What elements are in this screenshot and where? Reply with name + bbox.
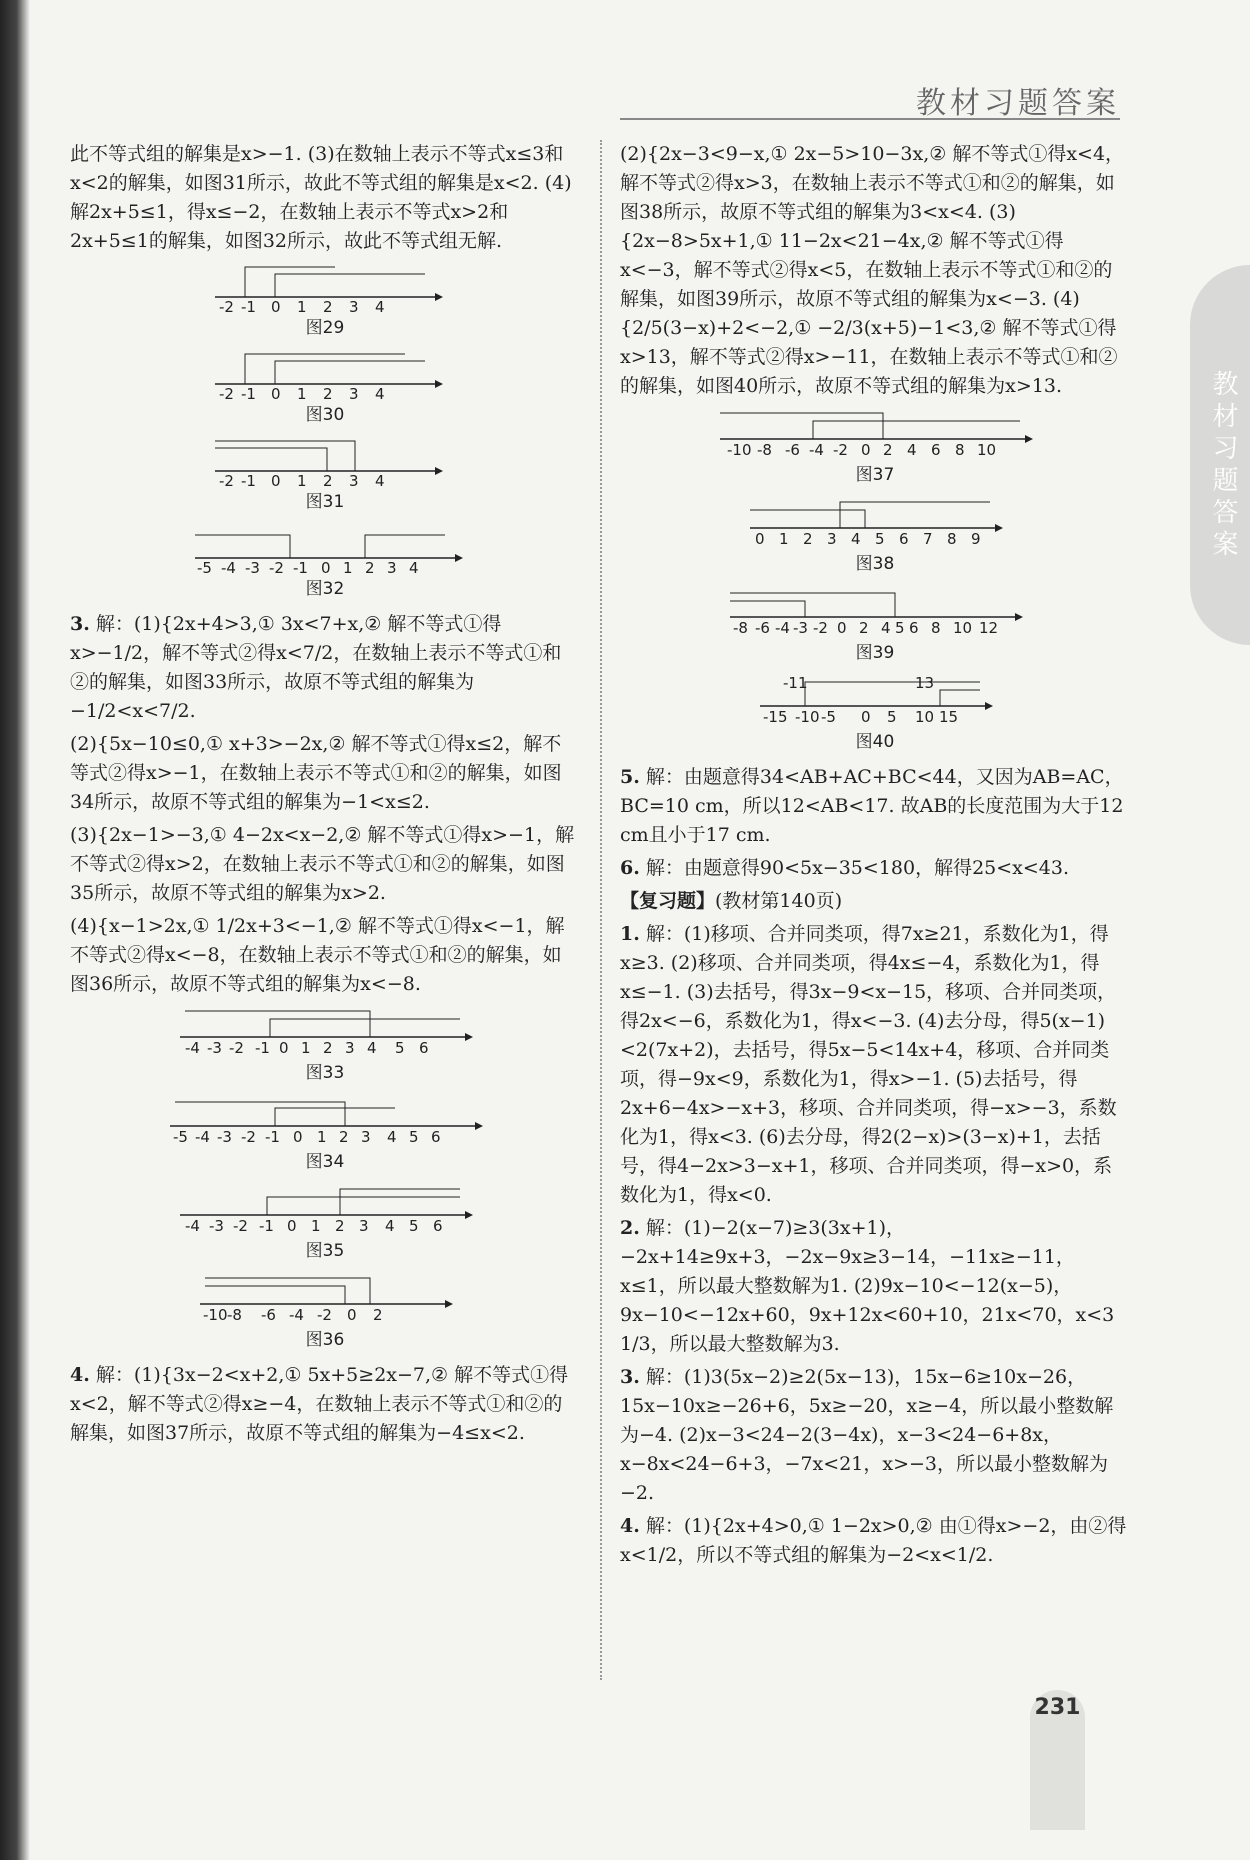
question-number: 1. [620, 923, 640, 945]
svg-text:-3: -3 [217, 1128, 232, 1146]
svg-text:-1: -1 [241, 298, 256, 312]
svg-text:-4: -4 [195, 1128, 210, 1146]
svg-text:-4: -4 [185, 1039, 200, 1057]
svg-text:0: 0 [755, 530, 765, 548]
svg-text:-6: -6 [755, 619, 770, 637]
svg-text:1: 1 [317, 1128, 327, 1146]
svg-text:-4: -4 [185, 1217, 200, 1235]
svg-text:0: 0 [293, 1128, 303, 1146]
number-line-figure [205, 436, 445, 486]
answer-text: 解：(1){2x+4>0,① 1−2x>0,② 由①得x>−2，由②得x<1/2，所以不等式组的解集为−2<x<1/2. [620, 1515, 1127, 1566]
svg-text:-4: -4 [809, 441, 824, 459]
svg-text:-2: -2 [219, 385, 234, 399]
number-line-figure [175, 1183, 475, 1235]
svg-text:-1: -1 [293, 559, 308, 573]
question-6 [620, 854, 1130, 883]
svg-text:10: 10 [915, 708, 935, 726]
svg-text:-2: -2 [219, 472, 234, 486]
question-3a [70, 610, 580, 726]
paragraph: (2){2x−3<9−x,① 2x−5>10−3x,② 解不等式①得x<4，解不等式②得x>3，在数轴上表示不等式①和②的解集，如图38所示，故原不等式组的解集为3<x<4. (3){2x−8>5x+1,① 11−2x<21−4x,② 解不等式①得x<−3，解不等式②得x<5，在数轴上表示不等式①和②的解集，如图39所示，故原不等式组的解集为x<−3. (4){2/5(3−x)+2<−2,① −2/3(x+5)−1<3,② 解不等式①得x>13，解不等式②得x>−11，在数轴上表示不等式①和②的解集，如图40所示，故原不等式组的解集为x>13. [620, 143, 1125, 397]
svg-text:2: 2 [373, 1306, 383, 1324]
review-reference: (教材第140页) [715, 890, 843, 912]
svg-text:6: 6 [431, 1128, 441, 1146]
svg-text:0: 0 [287, 1217, 297, 1235]
number-line-figure [165, 1094, 485, 1146]
review-3 [620, 1363, 1130, 1508]
svg-text:0: 0 [837, 619, 847, 637]
svg-text:13: 13 [915, 674, 935, 692]
number-line-figure [185, 523, 465, 573]
svg-text:4: 4 [851, 530, 861, 548]
svg-text:-1: -1 [255, 1039, 270, 1057]
svg-text:4: 4 [375, 472, 385, 486]
svg-text:-2: -2 [229, 1039, 244, 1057]
svg-text:4: 4 [375, 298, 385, 312]
number-line-figure [205, 262, 445, 312]
figure-caption: 图30 [305, 405, 345, 425]
answer-text: 解：(1)移项、合并同类项，得7x≥21，系数化为1，得x≥3. (2)移项、合并同类项，得4x≤−4，系数化为1，得x≤−1. (3)去括号，得3x−9<x−15，移项、合并同类项，得2x<−6，系数化为1，得x<−3. (4)去分母，得5(x−1)<2(7x+2)，去括号，得5x−5<14x+4，移项、合并同类项，得−9x<9，系数化为1，得x>−1. (5)去括号，得2x+6−4x>−x+3，移项、合并同类项，得−x>−3，系数化为1，得x<3. (6)去分母，得2(2−x)>(3−x)+1，去括号，得4−2x>3−x+1，移项、合并同类项，得−x>0，系数化为1，得x<0. [620, 923, 1117, 1206]
svg-text:8: 8 [947, 530, 957, 548]
answer-text: 解：(1)−2(x−7)≥3(3x+1)，−2x+14≥9x+3，−2x−9x≥3−14，−11x≥−11，x≤1，所以最大整数解为1. (2)9x−10<−12(x−5)，9x−10<−12x+60，9x+12x<60+10，21x<70，x<3 1/3，所以最大整数解为3. [620, 1217, 1115, 1355]
svg-text:1: 1 [297, 298, 307, 312]
svg-text:5: 5 [395, 1039, 405, 1057]
svg-text:4: 4 [367, 1039, 377, 1057]
svg-text:0: 0 [861, 708, 871, 726]
svg-text:7: 7 [923, 530, 933, 548]
svg-text:6: 6 [909, 619, 919, 637]
svg-text:-6: -6 [785, 441, 800, 459]
answer-text: 解：(1){2x+4>3,① 3x<7+x,② 解不等式①得x>−1/2，解不等式②得x<7/2，在数轴上表示不等式①和②的解集，如图33所示，故原不等式组的解集为−1/2<x<7/2. [70, 613, 562, 722]
svg-text:-2: -2 [233, 1217, 248, 1235]
svg-text:6: 6 [433, 1217, 443, 1235]
side-tab-text: 教材习题答案 [1208, 370, 1238, 562]
number-line-figure [745, 496, 1005, 548]
svg-text:-8: -8 [757, 441, 772, 459]
svg-text:0: 0 [271, 298, 281, 312]
right-column [620, 140, 1130, 1574]
svg-text:5: 5 [409, 1128, 419, 1146]
svg-text:-1: -1 [241, 472, 256, 486]
svg-text:-8: -8 [227, 1306, 242, 1324]
svg-text:4: 4 [409, 559, 419, 573]
svg-text:2: 2 [323, 298, 333, 312]
figure-caption: 图31 [305, 492, 345, 512]
svg-text:5: 5 [887, 708, 897, 726]
svg-text:3: 3 [387, 559, 397, 573]
svg-text:4: 4 [385, 1217, 395, 1235]
number-line-figure [725, 585, 1025, 637]
svg-text:2: 2 [323, 385, 333, 399]
review-title: 【复习题】 [620, 890, 716, 912]
svg-text:2: 2 [323, 1039, 333, 1057]
svg-text:3: 3 [349, 385, 359, 399]
svg-text:-5: -5 [821, 708, 836, 726]
question-3c: (3){2x−1>−3,① 4−2x<x−2,② 解不等式①得x>−1，解不等式②得x>2，在数轴上表示不等式①和②的解集，如图35所示，故原不等式组的解集为x>2. [70, 824, 575, 904]
number-line-figure [195, 1272, 455, 1324]
svg-text:-4: -4 [775, 619, 790, 637]
figure-caption: 图35 [305, 1241, 345, 1261]
svg-text:-2: -2 [219, 298, 234, 312]
svg-text:2: 2 [803, 530, 813, 548]
number-line-figure [175, 1005, 475, 1057]
svg-text:1: 1 [301, 1039, 311, 1057]
svg-text:1: 1 [311, 1217, 321, 1235]
left-column [70, 140, 580, 1452]
svg-text:0: 0 [271, 472, 281, 486]
figure-caption: 图36 [305, 1330, 345, 1350]
svg-text:-2: -2 [813, 619, 828, 637]
svg-text:-2: -2 [241, 1128, 256, 1146]
svg-text:4: 4 [375, 385, 385, 399]
answer-text: 解：(1){3x−2<x+2,① 5x+5≥2x−7,② 解不等式①得x<2，解不等式②得x≥−4，在数轴上表示不等式①和②的解集，如图37所示，故原不等式组的解集为−4≤x<2. [70, 1364, 569, 1444]
review-heading [620, 887, 1130, 916]
question-number: 2. [620, 1217, 640, 1239]
svg-text:5: 5 [895, 619, 905, 637]
figure-caption: 图37 [855, 465, 895, 485]
svg-text:-15: -15 [763, 708, 788, 726]
figure-caption: 图34 [305, 1152, 345, 1172]
svg-text:-5: -5 [173, 1128, 188, 1146]
question-number: 4. [620, 1515, 640, 1537]
question-number: 4. [70, 1364, 90, 1386]
svg-text:10: 10 [977, 441, 997, 459]
svg-text:-1: -1 [265, 1128, 280, 1146]
svg-text:1: 1 [343, 559, 353, 573]
svg-text:6: 6 [419, 1039, 429, 1057]
answer-text: 解：(1)3(5x−2)≥2(5x−13)，15x−6≥10x−26，15x−10x≥−26+6，5x≥−20，x≥−4，所以最小整数解为−4. (2)x−3<24−2(3−4x)，x−3<24−6+8x，x−8x<24−6+3，−7x<21，x>−3，所以最小整数解为−2. [620, 1366, 1114, 1504]
svg-text:4: 4 [907, 441, 917, 459]
svg-text:4: 4 [881, 619, 891, 637]
number-line-figure [715, 407, 1035, 459]
svg-text:12: 12 [979, 619, 999, 637]
svg-text:8: 8 [931, 619, 941, 637]
svg-text:0: 0 [321, 559, 331, 573]
svg-text:-10: -10 [727, 441, 752, 459]
figure-caption: 图33 [305, 1063, 345, 1083]
svg-text:0: 0 [271, 385, 281, 399]
svg-text:-3: -3 [793, 619, 808, 637]
svg-text:1: 1 [297, 472, 307, 486]
page-number: 231 [1034, 1695, 1081, 1720]
question-5 [620, 763, 1130, 850]
question-number: 6. [620, 857, 640, 879]
page-header: 教材习题答案 [916, 86, 1120, 121]
svg-text:2: 2 [339, 1128, 349, 1146]
review-2 [620, 1214, 1130, 1359]
column-divider [600, 140, 602, 1680]
svg-text:-8: -8 [733, 619, 748, 637]
svg-text:-3: -3 [207, 1039, 222, 1057]
svg-text:8: 8 [955, 441, 965, 459]
svg-text:3: 3 [359, 1217, 369, 1235]
question-number: 3. [620, 1366, 640, 1388]
svg-text:-11: -11 [783, 674, 808, 692]
svg-text:9: 9 [971, 530, 981, 548]
svg-text:10: 10 [953, 619, 973, 637]
svg-text:5: 5 [409, 1217, 419, 1235]
review-4 [620, 1512, 1130, 1570]
question-3d: (4){x−1>2x,① 1/2x+3<−1,② 解不等式①得x<−1，解不等式②得x<−8，在数轴上表示不等式①和②的解集，如图36所示，故原不等式组的解集为x<−8. [70, 915, 565, 995]
svg-text:2: 2 [859, 619, 869, 637]
svg-text:2: 2 [883, 441, 893, 459]
figure-caption: 图32 [305, 579, 345, 599]
svg-text:5: 5 [875, 530, 885, 548]
number-line-figure [755, 674, 995, 726]
svg-text:-4: -4 [221, 559, 236, 573]
svg-text:0: 0 [347, 1306, 357, 1324]
figure-caption: 图39 [855, 643, 895, 663]
answer-text: 解：由题意得90<5x−35<180，解得25<x<43. [645, 857, 1070, 879]
question-3b: (2){5x−10≤0,① x+3>−2x,② 解不等式①得x≤2，解不等式②得x>−1，在数轴上表示不等式①和②的解集，如图34所示，故原不等式组的解集为−1<x≤2. [70, 733, 562, 813]
paragraph: 此不等式组的解集是x>−1. (3)在数轴上表示不等式x≤3和x<2的解集，如图31所示，故此不等式组的解集是x<2. (4)解2x+5≤1，得x≤−2，在数轴上表示不等式x>2和2x+5≤1的解集，如图32所示，故此不等式组无解. [70, 143, 572, 252]
svg-text:-10: -10 [795, 708, 820, 726]
svg-text:-10: -10 [203, 1306, 228, 1324]
question-number: 3. [70, 613, 90, 635]
svg-text:6: 6 [931, 441, 941, 459]
svg-text:3: 3 [345, 1039, 355, 1057]
svg-text:-6: -6 [261, 1306, 276, 1324]
svg-text:2: 2 [323, 472, 333, 486]
figure-caption: 图40 [855, 732, 895, 752]
svg-text:-4: -4 [289, 1306, 304, 1324]
figure-caption: 图29 [305, 318, 345, 338]
svg-text:-1: -1 [259, 1217, 274, 1235]
book-spine [0, 0, 30, 1860]
svg-text:3: 3 [349, 472, 359, 486]
svg-text:2: 2 [365, 559, 375, 573]
svg-text:-2: -2 [317, 1306, 332, 1324]
svg-text:1: 1 [779, 530, 789, 548]
svg-text:15: 15 [939, 708, 959, 726]
figure-caption: 图38 [855, 554, 895, 574]
svg-text:3: 3 [827, 530, 837, 548]
svg-text:-5: -5 [197, 559, 212, 573]
svg-text:2: 2 [335, 1217, 345, 1235]
svg-text:-2: -2 [269, 559, 284, 573]
answer-text: 解：由题意得34<AB+AC+BC<44，又因为AB=AC，BC=10 cm，所以12<AB<17. 故AB的长度范围为大于12 cm且小于17 cm. [620, 766, 1124, 846]
svg-text:3: 3 [361, 1128, 371, 1146]
svg-text:6: 6 [899, 530, 909, 548]
question-4 [70, 1361, 580, 1448]
svg-text:-3: -3 [209, 1217, 224, 1235]
svg-text:-1: -1 [241, 385, 256, 399]
svg-text:0: 0 [861, 441, 871, 459]
svg-text:4: 4 [387, 1128, 397, 1146]
review-1 [620, 920, 1130, 1210]
number-line-figure [205, 349, 445, 399]
svg-text:3: 3 [349, 298, 359, 312]
svg-text:0: 0 [279, 1039, 289, 1057]
question-number: 5. [620, 766, 640, 788]
svg-text:-3: -3 [245, 559, 260, 573]
svg-text:1: 1 [297, 385, 307, 399]
svg-text:-2: -2 [833, 441, 848, 459]
header-rule [620, 118, 1120, 120]
